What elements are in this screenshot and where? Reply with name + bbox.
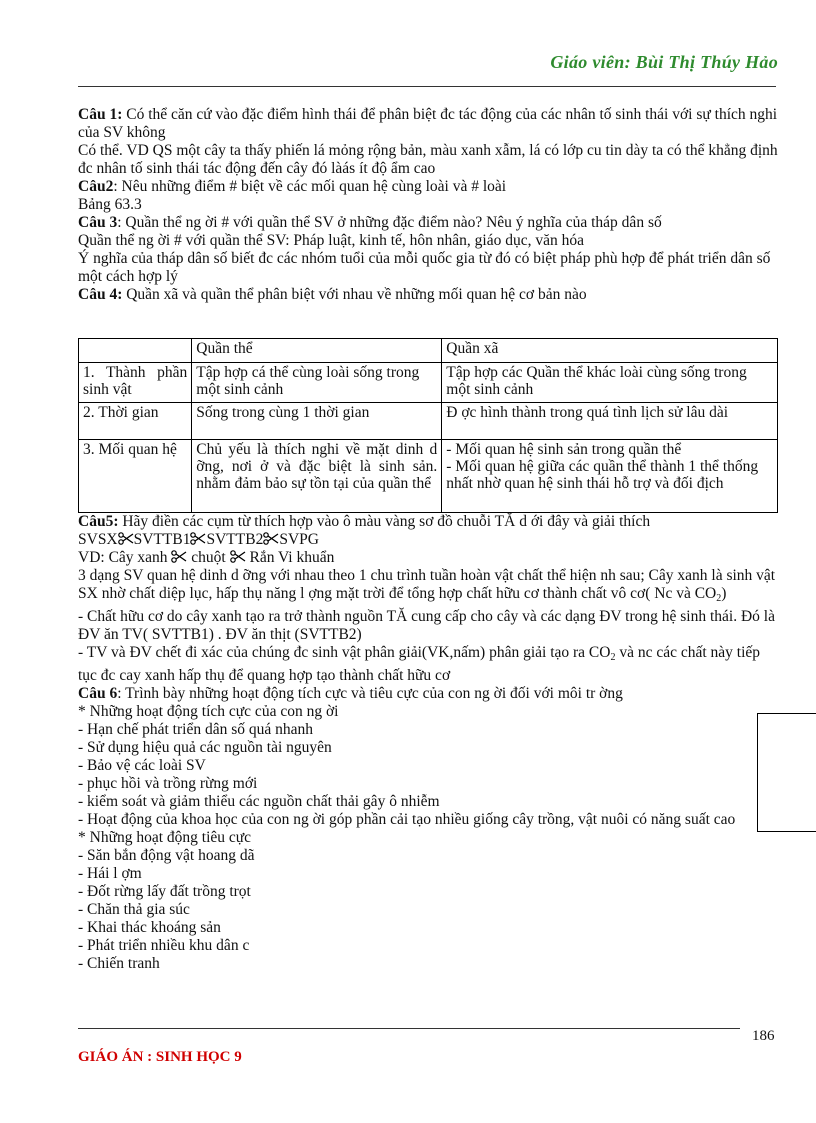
table-cell: 2. Thời gian <box>79 403 192 440</box>
table-cell: - Mối quan hệ sinh sản trong quần thể - Mối quan hệ giữa các quần thể thành 1 thể thống nhất nhờ quan hệ sinh thái hỗ trợ và đối địch <box>442 440 778 513</box>
question-4 <box>78 286 778 304</box>
positive-heading: * Những hoạt động tích cực của con ng ời <box>78 703 339 720</box>
subscript: 2 <box>716 593 722 604</box>
scissors-icon <box>263 532 279 545</box>
example-node: VD: Cây xanh <box>78 549 168 566</box>
q5-p1-text: 3 dạng SV quan hệ dinh d ỡng với nhau theo 1 chu trình tuần hoàn vật chất thể hiện nh sau; Cây xanh là sinh vật SX nhờ chất diệp lục, hấp thụ năng l ợng mặt trời để tổng hợp chất hữu cơ thành chất vô cơ( Nc và CO <box>78 567 776 602</box>
chain-node: SVTTB2 <box>206 531 264 548</box>
table-header-cell: Quần thể <box>192 339 442 363</box>
list-item: - kiểm soát và giảm thiểu các nguồn chất thải gây ô nhiễm <box>78 793 440 810</box>
list-item: - Hoạt động của khoa học của con ng ời góp phần cải tạo nhiều giống cây trồng, vật nuôi có năng suất cao <box>78 811 736 828</box>
food-chain <box>78 531 778 549</box>
question-6 <box>78 685 778 703</box>
q5-label: Câu5: <box>78 513 119 530</box>
footer-divider <box>78 1028 740 1029</box>
q4-label: Câu 4: <box>78 286 123 303</box>
list-item: - phục hồi và trồng rừng mới <box>78 775 258 792</box>
q5-p3-text: - TV và ĐV chết đi xác của chúng đc sinh vật phân giải(VK,nấm) phân giải tạo ra CO <box>78 644 611 661</box>
table-cell: 3. Mối quan hệ <box>79 440 192 513</box>
chain-node: SVTTB1 <box>133 531 191 548</box>
q5-paragraph-3 <box>78 644 778 685</box>
subscript: 2 <box>610 652 616 663</box>
q3-label: Câu 3 <box>78 214 118 231</box>
q3-text: : Quần thể ng ời # với quần thể SV ở những đặc điểm nào? Nêu ý nghĩa của tháp dân số <box>117 214 662 231</box>
scissors-icon <box>230 550 246 563</box>
q3-answer-1: Quần thể ng ời # với quần thể SV: Pháp luật, kinh tế, hôn nhân, giáo dục, văn hóa <box>78 232 584 249</box>
chain-node: SVPG <box>279 531 319 548</box>
q2-answer: Bảng 63.3 <box>78 196 142 213</box>
q5-paragraph-1 <box>78 567 778 608</box>
list-item: - Bảo vệ các loài SV <box>78 757 206 774</box>
list-item: - Phát triển nhiều khu dân c <box>78 937 250 954</box>
q1-label: Câu 1: <box>78 106 123 123</box>
document-body <box>78 106 778 973</box>
negative-heading: * Những hoạt động tiêu cực <box>78 829 252 846</box>
question-3 <box>78 214 778 232</box>
q2-label: Câu2 <box>78 178 114 195</box>
header-divider <box>78 86 776 87</box>
list-item: - Hái l ợm <box>78 865 142 882</box>
scissors-icon <box>171 550 187 563</box>
example-node: Rắn Vi khuẩn <box>249 549 335 566</box>
list-item: - Chiến tranh <box>78 955 160 972</box>
table-header-cell: Quần xã <box>442 339 778 363</box>
q5-text: Hãy điền các cụm từ thích hợp vào ô màu vàng sơ đồ chuỗi TĂ d ới đây và giải thích <box>118 513 651 530</box>
q5-p3-text-end: và nc các chất này tiếp tục đc cay xanh hấp thụ để quang hợp tạo thành chất hữu cơ <box>78 644 761 684</box>
q1-text: Có thể căn cứ vào đặc điểm hình thái để phân biệt đc tác động của các nhân tố sinh thái với sự thích nghi của SV không <box>78 106 778 141</box>
table-header-row <box>79 339 778 363</box>
question-5 <box>78 513 778 531</box>
table-cell: 1. Thành phần sinh vật <box>79 363 192 403</box>
q6-label: Câu 6 <box>78 685 118 702</box>
q1-answer: Có thể. VD QS một cây ta thấy phiến lá mỏng rộng bản, màu xanh xẫm, lá có lớp cu tin dày ta có thể khẳng định đc nhân tố sinh thái tác động đến cây đó làás ít độ ẩm cao <box>78 142 778 177</box>
list-item: - Khai thác khoáng sản <box>78 919 221 936</box>
q6-text: : Trình bày những hoạt động tích cực và tiêu cực của con ng ời đối với môi tr ờng <box>117 685 623 702</box>
example-node: chuột <box>191 549 226 566</box>
food-chain-example <box>78 549 778 567</box>
table-row <box>79 363 778 403</box>
list-item: - Đốt rừng lấy đất trồng trọt <box>78 883 251 900</box>
table-cell: Đ ợc hình thành trong quá tình lịch sử lâu dài <box>442 403 778 440</box>
page-number: 186 <box>752 1028 775 1044</box>
scissors-icon <box>118 532 134 545</box>
q3-answer-2: Ý nghĩa của tháp dân số biết đc các nhóm tuổi của mỗi quốc gia từ đó có biệt pháp phù hợp để phát triển dân số một cách hợp lý <box>78 250 771 285</box>
chain-node: SVSX <box>78 531 118 548</box>
table-cell: Sống trong cùng 1 thời gian <box>192 403 442 440</box>
table-cell: Tập hợp các Quần thể khác loài cùng sống trong một sinh cảnh <box>442 363 778 403</box>
list-item: - Chăn thả gia súc <box>78 901 190 918</box>
q5-p1-end: ) <box>721 585 727 602</box>
q5-paragraph-2: - Chất hữu cơ do cây xanh tạo ra trở thành nguồn TĂ cung cấp cho cây và các dạng ĐV trong hệ sinh thái. Đó là ĐV ăn TV( SVTTB1) . ĐV ăn thịt (SVTTB2) <box>78 608 775 643</box>
header-teacher-name: Giáo viên: Bùi Thị Thúy Hảo <box>550 52 778 72</box>
table-header-cell <box>79 339 192 363</box>
footer-course-title: GIÁO ÁN : SINH HỌC 9 <box>78 1049 242 1065</box>
table-cell: Tập hợp cá thể cùng loài sống trong một sinh cảnh <box>192 363 442 403</box>
question-1 <box>78 106 778 142</box>
list-item: - Sử dụng hiệu quả các nguồn tài nguyên <box>78 739 332 756</box>
question-2 <box>78 178 778 196</box>
scissors-icon <box>190 532 206 545</box>
margin-box <box>757 713 816 832</box>
list-item: - Săn bắn động vật hoang dã <box>78 847 255 864</box>
q2-text: : Nêu những điểm # biệt về các mối quan hệ cùng loài và # loài <box>113 178 507 195</box>
list-item: - Hạn chế phát triển dân số quá nhanh <box>78 721 314 738</box>
comparison-table <box>78 338 778 513</box>
table-cell: Chủ yếu là thích nghi về mặt dinh d ỡng, nơi ở và đặc biệt là sinh sản. nhằm đảm bảo sự tồn tại của quần thể <box>192 440 442 513</box>
q4-text: Quần xã và quần thể phân biệt với nhau về những mối quan hệ cơ bản nào <box>122 286 587 303</box>
table-row <box>79 440 778 513</box>
table-row <box>79 403 778 440</box>
